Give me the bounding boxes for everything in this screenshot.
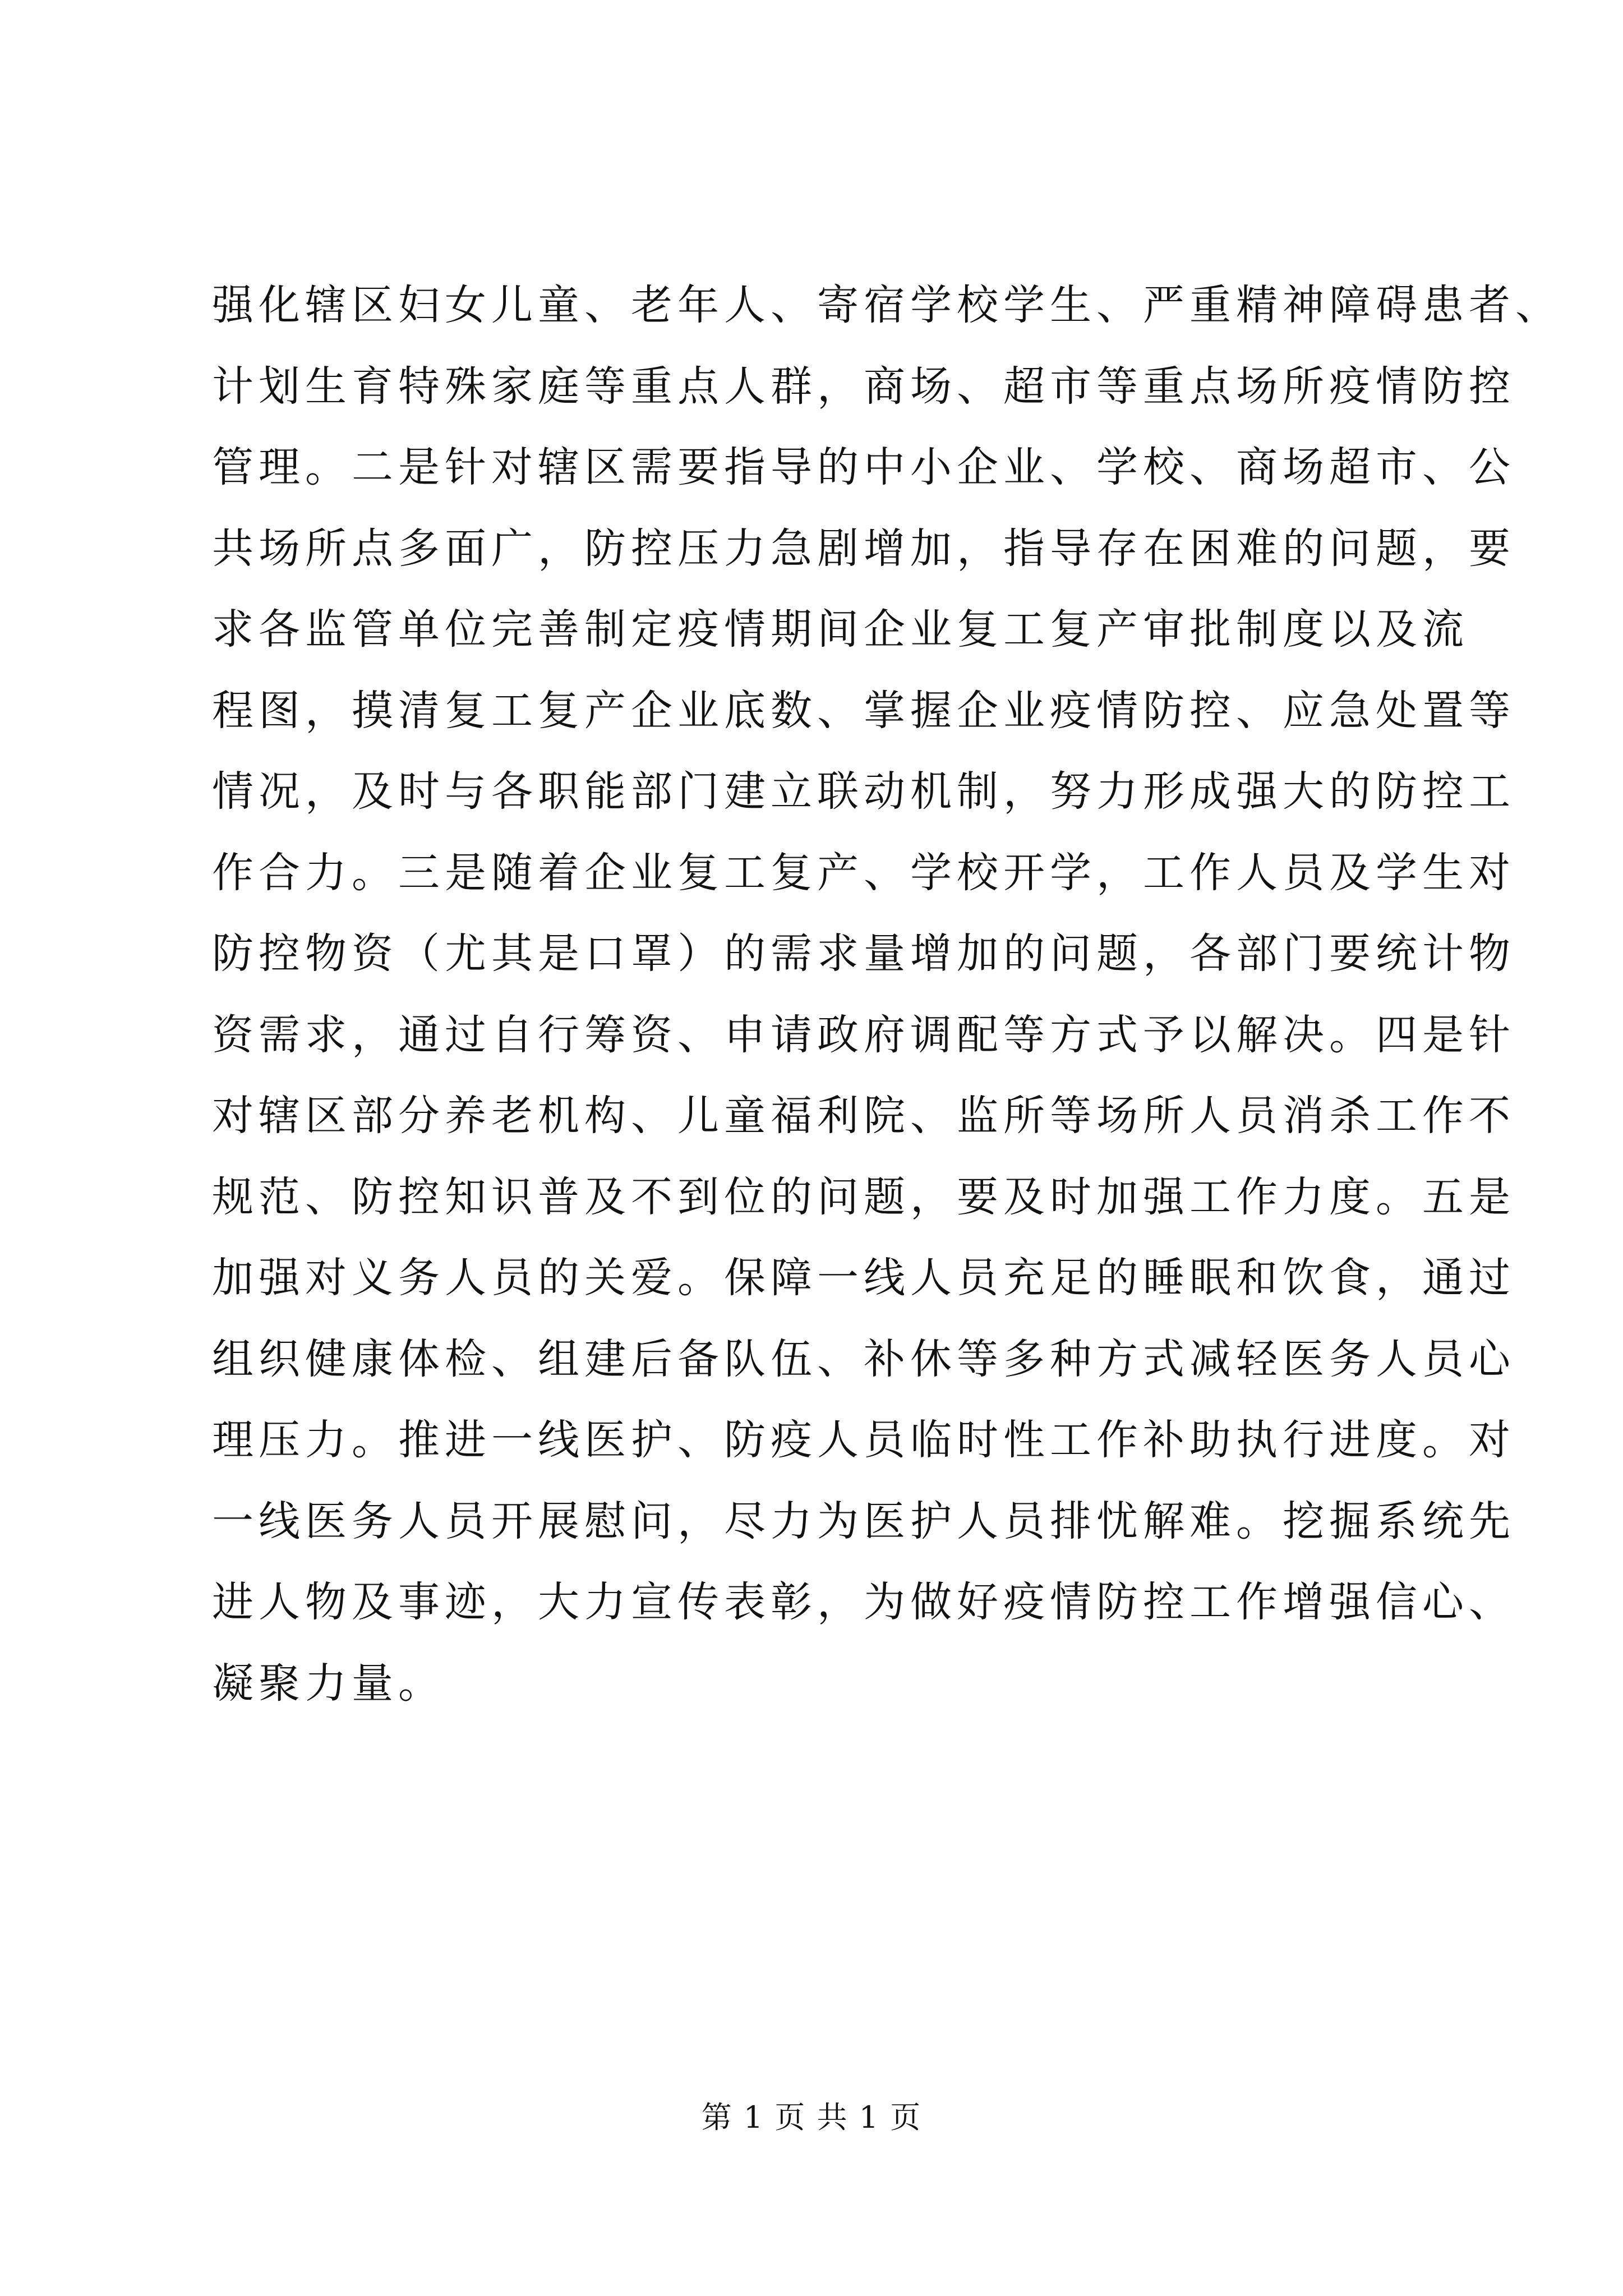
text-line: 管理。二是针对辖区需要指导的中小企业、学校、商场超市、公 xyxy=(212,443,1515,491)
text-line: 凝聚力量。 xyxy=(212,1659,445,1708)
text-line: 组织健康体检、组建后备队伍、补休等多种方式减轻医务人员心 xyxy=(212,1335,1515,1383)
text-line: 求各监管单位完善制定疫情期间企业复工复产审批制度以及流 xyxy=(212,605,1469,654)
text-line: 共场所点多面广，防控压力急剧增加，指导存在困难的问题，要 xyxy=(212,524,1515,573)
text-line: 情况，及时与各职能部门建立联动机制，努力形成强大的防控工 xyxy=(212,767,1515,816)
text-line: 加强对义务人员的关爱。保障一线人员充足的睡眠和饮食，通过 xyxy=(212,1254,1515,1302)
text-line: 理压力。推进一线医护、防疫人员临时性工作补助执行进度。对 xyxy=(212,1416,1515,1464)
text-line: 防控物资（尤其是口罩）的需求量增加的问题，各部门要统计物 xyxy=(212,930,1515,978)
text-line: 作合力。三是随着企业复工复产、学校开学，工作人员及学生对 xyxy=(212,848,1515,897)
page-footer: 第 1 页 共 1 页 xyxy=(701,2100,922,2135)
text-line: 规范、防控知识普及不到位的问题，要及时加强工作力度。五是 xyxy=(212,1172,1515,1221)
body-text xyxy=(212,265,1562,1724)
text-line: 进人物及事迹，大力宣传表彰，为做好疫情防控工作增强信心、 xyxy=(212,1578,1515,1626)
text-line: 对辖区部分养老机构、儿童福利院、监所等场所人员消杀工作不 xyxy=(212,1092,1515,1140)
text-line: 一线医务人员开展慰问，尽力为医护人员排忧解难。挖掘系统先 xyxy=(212,1497,1515,1545)
text-line: 程图，摸清复工复产企业底数、掌握企业疫情防控、应急处置等 xyxy=(212,686,1515,735)
text-line: 资需求，通过自行筹资、申请政府调配等方式予以解决。四是针 xyxy=(212,1010,1515,1059)
text-line: 强化辖区妇女儿童、老年人、寄宿学校学生、严重精神障碍患者、 xyxy=(212,281,1562,329)
text-line: 计划生育特殊家庭等重点人群，商场、超市等重点场所疫情防控 xyxy=(212,362,1515,411)
